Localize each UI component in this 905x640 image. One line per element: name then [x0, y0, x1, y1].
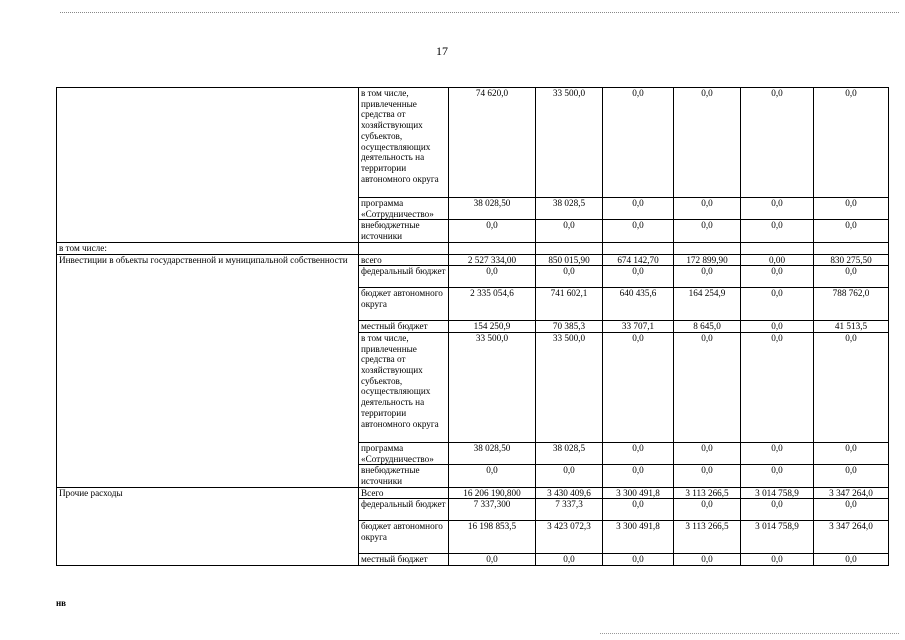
value-cell: 0,0 — [449, 554, 536, 566]
value-cell: 3 347 264,0 — [814, 521, 889, 554]
value-cell: 0,0 — [674, 332, 741, 442]
value-cell: 3 014 758,9 — [741, 487, 814, 499]
value-cell: 0,0 — [603, 88, 674, 198]
value-cell: 38 028,5 — [536, 442, 603, 464]
value-cell: 640 435,6 — [603, 288, 674, 321]
value-cell: 2 335 054,6 — [449, 288, 536, 321]
value-cell: 0,0 — [603, 465, 674, 487]
value-cell: 3 347 264,0 — [814, 487, 889, 499]
row-group-label: Прочие расходы — [57, 487, 359, 565]
value-cell: 154 250,9 — [449, 321, 536, 333]
value-cell: 0,0 — [814, 88, 889, 198]
value-cell: 38 028,50 — [449, 442, 536, 464]
value-cell: 0,0 — [674, 554, 741, 566]
empty-cell — [741, 242, 814, 254]
value-cell: 16 206 190,800 — [449, 487, 536, 499]
empty-cell — [449, 242, 536, 254]
value-cell: 0,0 — [814, 220, 889, 242]
value-cell: 0,0 — [814, 198, 889, 220]
funding-source-label: в том числе, привлеченные средства от хозяйствующих субъектов, осуществляющих деятельность на территории автономного округа — [359, 88, 449, 198]
value-cell: 0,0 — [741, 321, 814, 333]
funding-source-label: бюджет автономного округа — [359, 521, 449, 554]
budget-table — [56, 87, 889, 566]
value-cell: 0,00 — [741, 254, 814, 266]
row-group-label — [57, 88, 359, 243]
value-cell: 0,0 — [741, 499, 814, 521]
funding-source-label: местный бюджет — [359, 554, 449, 566]
value-cell: 0,0 — [741, 554, 814, 566]
value-cell: 41 513,5 — [814, 321, 889, 333]
value-cell: 70 385,3 — [536, 321, 603, 333]
value-cell: 3 423 072,3 — [536, 521, 603, 554]
value-cell: 0,0 — [814, 465, 889, 487]
value-cell: 0,0 — [449, 266, 536, 288]
value-cell: 0,0 — [741, 465, 814, 487]
value-cell: 0,0 — [536, 465, 603, 487]
value-cell: 0,0 — [741, 332, 814, 442]
empty-cell — [536, 242, 603, 254]
value-cell: 0,0 — [603, 198, 674, 220]
page-number: 17 — [436, 44, 448, 58]
value-cell: 38 028,5 — [536, 198, 603, 220]
value-cell: 0,0 — [674, 499, 741, 521]
value-cell: 0,0 — [814, 442, 889, 464]
value-cell: 172 899,90 — [674, 254, 741, 266]
value-cell: 0,0 — [536, 266, 603, 288]
value-cell: 3 300 491,8 — [603, 487, 674, 499]
value-cell: 8 645,0 — [674, 321, 741, 333]
funding-source-label: программа «Сотрудничество» — [359, 198, 449, 220]
value-cell: 0,0 — [741, 220, 814, 242]
footer-mark: нв — [56, 598, 67, 608]
table-row — [57, 254, 889, 266]
value-cell: 0,0 — [741, 266, 814, 288]
value-cell: 0,0 — [814, 266, 889, 288]
value-cell: 0,0 — [741, 442, 814, 464]
funding-source-label: Всего — [359, 487, 449, 499]
table-row — [57, 487, 889, 499]
value-cell: 0,0 — [674, 266, 741, 288]
value-cell: 3 430 409,6 — [536, 487, 603, 499]
value-cell: 0,0 — [814, 332, 889, 442]
value-cell: 830 275,50 — [814, 254, 889, 266]
section-label: в том числе: — [57, 242, 359, 254]
funding-source-label: местный бюджет — [359, 321, 449, 333]
value-cell: 3 014 758,9 — [741, 521, 814, 554]
value-cell: 2 527 334,00 — [449, 254, 536, 266]
value-cell: 33 707,1 — [603, 321, 674, 333]
value-cell: 0,0 — [603, 499, 674, 521]
funding-source-label: в том числе, привлеченные средства от хозяйствующих субъектов, осуществляющих деятельность на территории автономного округа — [359, 332, 449, 442]
value-cell: 0,0 — [674, 198, 741, 220]
funding-source-label: бюджет автономного округа — [359, 288, 449, 321]
empty-cell — [814, 242, 889, 254]
value-cell: 3 300 491,8 — [603, 521, 674, 554]
value-cell: 0,0 — [741, 198, 814, 220]
value-cell: 0,0 — [603, 220, 674, 242]
value-cell: 3 113 266,5 — [674, 521, 741, 554]
empty-cell — [603, 242, 674, 254]
value-cell: 33 500,0 — [536, 88, 603, 198]
funding-source-label: федеральный бюджет — [359, 499, 449, 521]
value-cell: 0,0 — [814, 554, 889, 566]
value-cell: 674 142,70 — [603, 254, 674, 266]
value-cell: 38 028,50 — [449, 198, 536, 220]
funding-source-label: всего — [359, 254, 449, 266]
value-cell: 0,0 — [449, 220, 536, 242]
row-group-label: Инвестиции в объекты государственной и муниципальной собственности — [57, 254, 359, 487]
value-cell: 0,0 — [674, 442, 741, 464]
value-cell: 164 254,9 — [674, 288, 741, 321]
value-cell: 74 620,0 — [449, 88, 536, 198]
value-cell: 0,0 — [449, 465, 536, 487]
funding-source-label: программа «Сотрудничество» — [359, 442, 449, 464]
value-cell: 0,0 — [536, 220, 603, 242]
value-cell: 0,0 — [603, 554, 674, 566]
empty-cell — [359, 242, 449, 254]
value-cell: 788 762,0 — [814, 288, 889, 321]
value-cell: 0,0 — [674, 220, 741, 242]
value-cell: 741 602,1 — [536, 288, 603, 321]
value-cell: 7 337,3 — [536, 499, 603, 521]
value-cell: 0,0 — [603, 266, 674, 288]
scan-artifact-top — [60, 12, 899, 13]
value-cell: 33 500,0 — [449, 332, 536, 442]
value-cell: 7 337,300 — [449, 499, 536, 521]
funding-source-label: внебюджетные источники — [359, 465, 449, 487]
value-cell: 3 113 266,5 — [674, 487, 741, 499]
value-cell: 850 015,90 — [536, 254, 603, 266]
value-cell: 0,0 — [674, 465, 741, 487]
value-cell: 16 198 853,5 — [449, 521, 536, 554]
value-cell: 0,0 — [741, 88, 814, 198]
value-cell: 0,0 — [603, 332, 674, 442]
table-row — [57, 88, 889, 198]
scan-artifact-bottom — [600, 633, 899, 634]
value-cell: 0,0 — [536, 554, 603, 566]
empty-cell — [674, 242, 741, 254]
value-cell: 0,0 — [674, 88, 741, 198]
value-cell: 0,0 — [603, 442, 674, 464]
value-cell: 0,0 — [741, 288, 814, 321]
table-row — [57, 242, 889, 254]
funding-source-label: федеральный бюджет — [359, 266, 449, 288]
funding-source-label: внебюджетные источники — [359, 220, 449, 242]
value-cell: 33 500,0 — [536, 332, 603, 442]
value-cell: 0,0 — [814, 499, 889, 521]
